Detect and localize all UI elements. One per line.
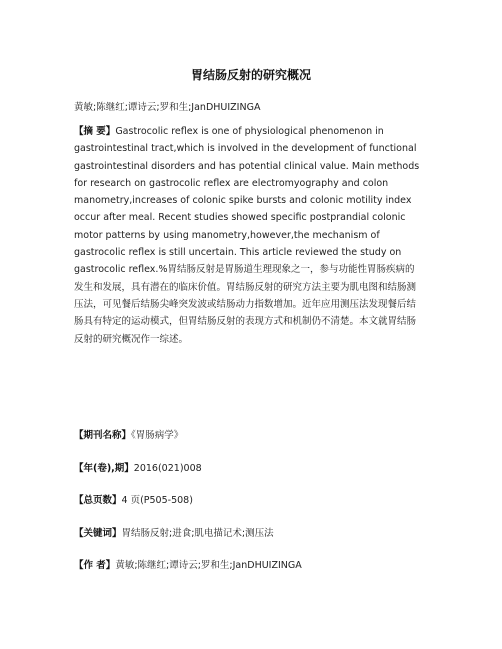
keywords-label: 【关键词】: [74, 528, 122, 539]
pages-label: 【总页数】: [74, 495, 122, 506]
journal-label: 【期刊名称】: [74, 430, 132, 441]
abstract-line: for research on gastrocolic reflex are electromyography and colon: [74, 177, 389, 189]
keywords-value: 胃结肠反射;进食;肌电描记术;测压法: [121, 528, 274, 539]
abstract-line: motor patterns by using manometry,however,the mechanism of: [74, 229, 380, 241]
pages-value: 4 页(P505-508): [121, 495, 193, 506]
abstract-line: occur after meal. Recent studies showed specific postprandial colonic: [74, 212, 406, 224]
keywords-field: [74, 525, 274, 539]
abstract-line: manometry,increases of colonic spike bursts and colonic motility index: [74, 195, 412, 207]
abstract-line: 肠具有特定的运动模式，但胃结肠反射的表现方式和机制仍不清楚。本文就胃结肠: [74, 316, 417, 328]
abstract-line: 压法，可见餐后结肠尖峰突发波或结肠动力指数增加。近年应用测压法发现餐后结: [74, 298, 417, 310]
abstract-line: gastrocolic reflex is still uncertain. This article reviewed the study on: [74, 247, 402, 259]
abstract-block: [74, 123, 434, 348]
abstract-text: Gastrocolic reflex is one of physiological phenomenon in: [115, 126, 384, 137]
year-label: 【年(卷),期】: [74, 463, 134, 474]
authors-field: [74, 557, 302, 571]
abstract-line: [74, 123, 434, 140]
year-value: 2016(021)008: [133, 463, 202, 474]
author-value: 黄敏;陈继红;谭诗云;罗和生;JanDHUIZINGA: [115, 560, 302, 571]
author-line: 黄敏;陈继红;谭诗云;罗和生;JanDHUIZINGA: [74, 102, 261, 113]
author-label: 【作 者】: [74, 560, 116, 571]
abstract-line: 发生和发展，具有潜在的临床价值。胃结肠反射的研究方法主要为肌电图和结肠测: [74, 281, 417, 293]
abstract-line: gastrocolic reflex.%胃结肠反射是胃肠道生理现象之一，参与功能性胃肠疾病的: [74, 264, 415, 276]
abstract-label: 【摘 要】: [74, 126, 116, 137]
document-title: 胃结肠反射的研究概况: [190, 68, 311, 82]
abstract-line: 反射的研究概况作一综述。: [74, 333, 189, 345]
total-pages-field: [74, 492, 193, 506]
abstract-line: gastrointestinal disorders and has potential clinical value. Main methods: [74, 160, 420, 172]
journal-field: [74, 427, 183, 441]
abstract-line: gastrointestinal tract,which is involved in the development of functional: [74, 143, 417, 155]
year-volume-issue-field: [74, 460, 202, 474]
journal-value: 《胃肠病学》: [131, 430, 184, 441]
